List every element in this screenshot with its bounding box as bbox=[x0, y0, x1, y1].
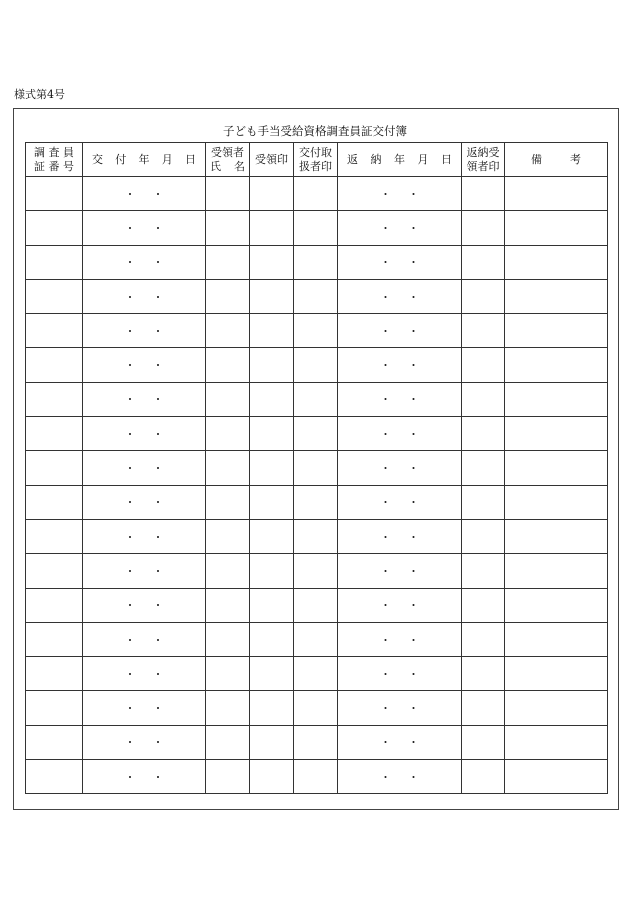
date-separator: ・ bbox=[124, 187, 136, 201]
header-recipient-name bbox=[206, 143, 250, 177]
date-separator: ・ bbox=[380, 393, 391, 407]
cell-investigator-id[interactable] bbox=[26, 417, 83, 451]
cell-issue-date[interactable] bbox=[83, 485, 206, 519]
cell-return-date[interactable] bbox=[338, 177, 462, 211]
cell-recipient-name[interactable] bbox=[206, 657, 250, 691]
table-row bbox=[26, 245, 608, 279]
cell-remarks[interactable] bbox=[505, 382, 608, 416]
cell-receipt-seal[interactable] bbox=[250, 760, 294, 794]
cell-remarks[interactable] bbox=[505, 760, 608, 794]
date-separator: ・ bbox=[408, 359, 419, 373]
cell-return-receiver-seal[interactable] bbox=[462, 725, 505, 759]
cell-return-date[interactable] bbox=[338, 554, 462, 588]
header-return-date bbox=[338, 143, 462, 177]
cell-investigator-id[interactable] bbox=[26, 348, 83, 382]
table-row bbox=[26, 725, 608, 759]
cell-remarks[interactable] bbox=[505, 348, 608, 382]
cell-issuer-seal[interactable] bbox=[294, 519, 338, 553]
cell-recipient-name[interactable] bbox=[206, 348, 250, 382]
cell-remarks[interactable] bbox=[505, 588, 608, 622]
cell-issuer-seal[interactable] bbox=[294, 554, 338, 588]
header-recipient-char: 名 bbox=[234, 159, 245, 173]
cell-remarks[interactable] bbox=[505, 485, 608, 519]
cell-issuer-seal[interactable] bbox=[294, 417, 338, 451]
cell-investigator-id[interactable] bbox=[26, 691, 83, 725]
date-separator: ・ bbox=[124, 221, 136, 235]
ledger-body bbox=[26, 177, 608, 794]
date-separator: ・ bbox=[380, 667, 391, 681]
date-separator: ・ bbox=[152, 564, 164, 578]
header-issue-char: 月 bbox=[161, 152, 173, 166]
date-separator: ・ bbox=[408, 736, 419, 750]
cell-investigator-id[interactable] bbox=[26, 451, 83, 485]
table-row bbox=[26, 279, 608, 313]
date-separator: ・ bbox=[124, 324, 136, 338]
cell-recipient-name[interactable] bbox=[206, 314, 250, 348]
cell-return-receiver-seal[interactable] bbox=[462, 417, 505, 451]
header-issuer-seal bbox=[294, 143, 338, 177]
cell-remarks[interactable] bbox=[505, 657, 608, 691]
cell-return-receiver-seal[interactable] bbox=[462, 314, 505, 348]
date-separator: ・ bbox=[152, 530, 164, 544]
table-row bbox=[26, 451, 608, 485]
cell-issue-date[interactable] bbox=[83, 245, 206, 279]
cell-receipt-seal[interactable] bbox=[250, 279, 294, 313]
date-separator: ・ bbox=[124, 496, 136, 510]
cell-receipt-seal[interactable] bbox=[250, 588, 294, 622]
cell-return-date[interactable] bbox=[338, 382, 462, 416]
cell-investigator-id[interactable] bbox=[26, 725, 83, 759]
header-remarks-char: 備 bbox=[531, 152, 542, 166]
cell-recipient-name[interactable] bbox=[206, 451, 250, 485]
date-separator: ・ bbox=[124, 290, 136, 304]
cell-issue-date[interactable] bbox=[83, 588, 206, 622]
date-separator: ・ bbox=[408, 530, 419, 544]
header-return-char: 日 bbox=[441, 152, 452, 166]
cell-investigator-id[interactable] bbox=[26, 554, 83, 588]
date-separator: ・ bbox=[152, 359, 164, 373]
cell-issue-date[interactable] bbox=[83, 348, 206, 382]
cell-receipt-seal[interactable] bbox=[250, 348, 294, 382]
cell-return-receiver-seal[interactable] bbox=[462, 485, 505, 519]
cell-issuer-seal[interactable] bbox=[294, 245, 338, 279]
date-separator: ・ bbox=[124, 530, 136, 544]
date-separator: ・ bbox=[408, 462, 419, 476]
table-row bbox=[26, 554, 608, 588]
cell-investigator-id[interactable] bbox=[26, 279, 83, 313]
header-issue-char: 年 bbox=[138, 152, 150, 166]
date-separator: ・ bbox=[124, 564, 136, 578]
date-separator: ・ bbox=[152, 427, 164, 441]
cell-recipient-name[interactable] bbox=[206, 485, 250, 519]
date-separator: ・ bbox=[380, 496, 391, 510]
date-separator: ・ bbox=[380, 256, 391, 270]
header-remarks-char: 考 bbox=[570, 152, 581, 166]
date-separator: ・ bbox=[408, 633, 419, 647]
date-separator: ・ bbox=[408, 496, 419, 510]
cell-return-receiver-seal[interactable] bbox=[462, 348, 505, 382]
cell-return-receiver-seal[interactable] bbox=[462, 691, 505, 725]
date-separator: ・ bbox=[124, 736, 136, 750]
cell-return-receiver-seal[interactable] bbox=[462, 279, 505, 313]
cell-issuer-seal[interactable] bbox=[294, 588, 338, 622]
header-return-char: 返 bbox=[347, 152, 358, 166]
cell-remarks[interactable] bbox=[505, 314, 608, 348]
cell-issuer-seal[interactable] bbox=[294, 348, 338, 382]
cell-receipt-seal[interactable] bbox=[250, 177, 294, 211]
date-separator: ・ bbox=[380, 530, 391, 544]
date-separator: ・ bbox=[380, 564, 391, 578]
cell-issue-date[interactable] bbox=[83, 451, 206, 485]
cell-return-receiver-seal[interactable] bbox=[462, 760, 505, 794]
date-separator: ・ bbox=[408, 770, 419, 784]
date-separator: ・ bbox=[152, 599, 164, 613]
cell-receipt-seal[interactable] bbox=[250, 519, 294, 553]
cell-recipient-name[interactable] bbox=[206, 691, 250, 725]
date-separator: ・ bbox=[124, 427, 136, 441]
date-separator: ・ bbox=[152, 633, 164, 647]
cell-return-date[interactable] bbox=[338, 451, 462, 485]
table-row bbox=[26, 382, 608, 416]
date-separator: ・ bbox=[124, 359, 136, 373]
table-row bbox=[26, 485, 608, 519]
cell-return-receiver-seal[interactable] bbox=[462, 211, 505, 245]
cell-recipient-name[interactable] bbox=[206, 417, 250, 451]
cell-receipt-seal[interactable] bbox=[250, 451, 294, 485]
cell-issuer-seal[interactable] bbox=[294, 382, 338, 416]
cell-issuer-seal[interactable] bbox=[294, 211, 338, 245]
header-issue-char: 日 bbox=[185, 152, 196, 166]
cell-receipt-seal[interactable] bbox=[250, 485, 294, 519]
cell-issuer-seal[interactable] bbox=[294, 451, 338, 485]
cell-recipient-name[interactable] bbox=[206, 279, 250, 313]
date-separator: ・ bbox=[152, 324, 164, 338]
header-return-receiver-seal bbox=[462, 143, 505, 177]
date-separator: ・ bbox=[380, 290, 391, 304]
date-separator: ・ bbox=[408, 324, 419, 338]
cell-return-date[interactable] bbox=[338, 279, 462, 313]
cell-investigator-id[interactable] bbox=[26, 314, 83, 348]
cell-return-date[interactable] bbox=[338, 622, 462, 656]
cell-investigator-id[interactable] bbox=[26, 485, 83, 519]
cell-recipient-name[interactable] bbox=[206, 725, 250, 759]
cell-return-date[interactable] bbox=[338, 417, 462, 451]
cell-issue-date[interactable] bbox=[83, 177, 206, 211]
cell-issue-date[interactable] bbox=[83, 382, 206, 416]
header-issue-date bbox=[83, 143, 206, 177]
header-return-char: 年 bbox=[394, 152, 405, 166]
document-title: 子ども手当受給資格調査員証交付簿 bbox=[223, 124, 407, 138]
header-issue-char: 付 bbox=[115, 152, 127, 166]
date-separator: ・ bbox=[152, 256, 164, 270]
cell-investigator-id[interactable] bbox=[26, 588, 83, 622]
date-separator: ・ bbox=[380, 187, 391, 201]
date-separator: ・ bbox=[152, 462, 164, 476]
cell-return-receiver-seal[interactable] bbox=[462, 245, 505, 279]
cell-return-receiver-seal[interactable] bbox=[462, 588, 505, 622]
cell-issue-date[interactable] bbox=[83, 760, 206, 794]
cell-issue-date[interactable] bbox=[83, 279, 206, 313]
date-separator: ・ bbox=[408, 667, 419, 681]
table-row bbox=[26, 417, 608, 451]
cell-recipient-name[interactable] bbox=[206, 554, 250, 588]
cell-return-receiver-seal[interactable] bbox=[462, 177, 505, 211]
cell-issuer-seal[interactable] bbox=[294, 725, 338, 759]
cell-receipt-seal[interactable] bbox=[250, 554, 294, 588]
issuance-ledger-table bbox=[25, 142, 608, 794]
date-separator: ・ bbox=[152, 187, 164, 201]
form-number-label: 様式第4号 bbox=[14, 88, 65, 101]
cell-return-date[interactable] bbox=[338, 588, 462, 622]
cell-return-date[interactable] bbox=[338, 760, 462, 794]
cell-receipt-seal[interactable] bbox=[250, 725, 294, 759]
table-row bbox=[26, 760, 608, 794]
cell-recipient-name[interactable] bbox=[206, 519, 250, 553]
cell-remarks[interactable] bbox=[505, 725, 608, 759]
header-id-line1: 調 査 員 bbox=[34, 145, 74, 159]
date-separator: ・ bbox=[380, 427, 391, 441]
cell-return-date[interactable] bbox=[338, 485, 462, 519]
cell-receipt-seal[interactable] bbox=[250, 245, 294, 279]
table-row bbox=[26, 691, 608, 725]
cell-remarks[interactable] bbox=[505, 519, 608, 553]
cell-remarks[interactable] bbox=[505, 622, 608, 656]
cell-remarks[interactable] bbox=[505, 279, 608, 313]
cell-return-receiver-seal[interactable] bbox=[462, 382, 505, 416]
cell-issue-date[interactable] bbox=[83, 691, 206, 725]
cell-investigator-id[interactable] bbox=[26, 382, 83, 416]
cell-return-receiver-seal[interactable] bbox=[462, 451, 505, 485]
cell-remarks[interactable] bbox=[505, 417, 608, 451]
date-separator: ・ bbox=[408, 564, 419, 578]
cell-return-date[interactable] bbox=[338, 691, 462, 725]
date-separator: ・ bbox=[124, 770, 136, 784]
cell-return-date[interactable] bbox=[338, 211, 462, 245]
cell-issue-date[interactable] bbox=[83, 622, 206, 656]
cell-issuer-seal[interactable] bbox=[294, 657, 338, 691]
date-separator: ・ bbox=[408, 427, 419, 441]
cell-remarks[interactable] bbox=[505, 245, 608, 279]
table-row bbox=[26, 177, 608, 211]
date-separator: ・ bbox=[124, 256, 136, 270]
table-row bbox=[26, 211, 608, 245]
table-row bbox=[26, 622, 608, 656]
cell-recipient-name[interactable] bbox=[206, 382, 250, 416]
date-separator: ・ bbox=[380, 324, 391, 338]
date-separator: ・ bbox=[408, 187, 419, 201]
date-separator: ・ bbox=[152, 667, 164, 681]
date-separator: ・ bbox=[124, 462, 136, 476]
date-separator: ・ bbox=[408, 290, 419, 304]
cell-issue-date[interactable] bbox=[83, 211, 206, 245]
date-separator: ・ bbox=[124, 702, 136, 716]
cell-receipt-seal[interactable] bbox=[250, 657, 294, 691]
cell-investigator-id[interactable] bbox=[26, 211, 83, 245]
cell-issue-date[interactable] bbox=[83, 657, 206, 691]
date-separator: ・ bbox=[408, 393, 419, 407]
table-row bbox=[26, 519, 608, 553]
cell-return-date[interactable] bbox=[338, 348, 462, 382]
cell-recipient-name[interactable] bbox=[206, 177, 250, 211]
cell-recipient-name[interactable] bbox=[206, 588, 250, 622]
cell-issue-date[interactable] bbox=[83, 519, 206, 553]
cell-remarks[interactable] bbox=[505, 211, 608, 245]
table-row bbox=[26, 348, 608, 382]
table-row bbox=[26, 657, 608, 691]
date-separator: ・ bbox=[380, 462, 391, 476]
header-return-recv-line2: 領者印 bbox=[466, 159, 500, 173]
cell-receipt-seal[interactable] bbox=[250, 417, 294, 451]
header-recipient-line1: 受領者 bbox=[211, 145, 244, 159]
header-issuer-line1: 交付取 bbox=[299, 145, 332, 159]
cell-investigator-id[interactable] bbox=[26, 519, 83, 553]
header-row bbox=[26, 143, 608, 177]
date-separator: ・ bbox=[152, 736, 164, 750]
cell-return-date[interactable] bbox=[338, 657, 462, 691]
cell-return-receiver-seal[interactable] bbox=[462, 657, 505, 691]
cell-issue-date[interactable] bbox=[83, 554, 206, 588]
cell-remarks[interactable] bbox=[505, 177, 608, 211]
header-return-recv-line1: 返納受 bbox=[466, 145, 500, 159]
date-separator: ・ bbox=[408, 221, 419, 235]
cell-receipt-seal[interactable] bbox=[250, 622, 294, 656]
header-return-char: 納 bbox=[370, 152, 382, 166]
cell-issuer-seal[interactable] bbox=[294, 760, 338, 794]
header-recipient-char: 氏 bbox=[210, 159, 221, 173]
date-separator: ・ bbox=[152, 290, 164, 304]
header-issuer-line2: 扱者印 bbox=[299, 159, 332, 173]
cell-return-receiver-seal[interactable] bbox=[462, 622, 505, 656]
date-separator: ・ bbox=[152, 496, 164, 510]
cell-issue-date[interactable] bbox=[83, 725, 206, 759]
cell-recipient-name[interactable] bbox=[206, 622, 250, 656]
table-row bbox=[26, 314, 608, 348]
cell-issuer-seal[interactable] bbox=[294, 622, 338, 656]
cell-investigator-id[interactable] bbox=[26, 657, 83, 691]
cell-issuer-seal[interactable] bbox=[294, 279, 338, 313]
date-separator: ・ bbox=[380, 702, 391, 716]
cell-receipt-seal[interactable] bbox=[250, 382, 294, 416]
header-issue-char: 交 bbox=[92, 152, 103, 166]
date-separator: ・ bbox=[152, 770, 164, 784]
date-separator: ・ bbox=[152, 702, 164, 716]
cell-remarks[interactable] bbox=[505, 691, 608, 725]
cell-investigator-id[interactable] bbox=[26, 760, 83, 794]
cell-issuer-seal[interactable] bbox=[294, 691, 338, 725]
date-separator: ・ bbox=[380, 770, 391, 784]
date-separator: ・ bbox=[408, 702, 419, 716]
cell-return-date[interactable] bbox=[338, 725, 462, 759]
cell-recipient-name[interactable] bbox=[206, 760, 250, 794]
date-separator: ・ bbox=[380, 221, 391, 235]
cell-return-date[interactable] bbox=[338, 314, 462, 348]
date-separator: ・ bbox=[408, 599, 419, 613]
cell-receipt-seal[interactable] bbox=[250, 211, 294, 245]
header-investigator-id bbox=[26, 143, 83, 177]
cell-recipient-name[interactable] bbox=[206, 245, 250, 279]
cell-investigator-id[interactable] bbox=[26, 245, 83, 279]
date-separator: ・ bbox=[152, 393, 164, 407]
cell-receipt-seal[interactable] bbox=[250, 691, 294, 725]
cell-issuer-seal[interactable] bbox=[294, 177, 338, 211]
cell-recipient-name[interactable] bbox=[206, 211, 250, 245]
date-separator: ・ bbox=[124, 667, 136, 681]
cell-return-receiver-seal[interactable] bbox=[462, 519, 505, 553]
cell-investigator-id[interactable] bbox=[26, 177, 83, 211]
cell-remarks[interactable] bbox=[505, 451, 608, 485]
cell-issue-date[interactable] bbox=[83, 417, 206, 451]
header-remarks bbox=[505, 143, 608, 177]
table-row bbox=[26, 588, 608, 622]
date-separator: ・ bbox=[380, 736, 391, 750]
header-receipt-seal: 受領印 bbox=[250, 143, 294, 177]
date-separator: ・ bbox=[408, 256, 419, 270]
date-separator: ・ bbox=[380, 633, 391, 647]
cell-return-receiver-seal[interactable] bbox=[462, 554, 505, 588]
date-separator: ・ bbox=[124, 393, 136, 407]
cell-investigator-id[interactable] bbox=[26, 622, 83, 656]
header-id-line2: 証 番 号 bbox=[34, 159, 74, 173]
cell-return-date[interactable] bbox=[338, 245, 462, 279]
date-separator: ・ bbox=[152, 221, 164, 235]
date-separator: ・ bbox=[380, 359, 391, 373]
cell-issuer-seal[interactable] bbox=[294, 485, 338, 519]
header-return-char: 月 bbox=[417, 152, 429, 166]
cell-remarks[interactable] bbox=[505, 554, 608, 588]
date-separator: ・ bbox=[380, 599, 391, 613]
cell-issue-date[interactable] bbox=[83, 314, 206, 348]
cell-receipt-seal[interactable] bbox=[250, 314, 294, 348]
cell-issuer-seal[interactable] bbox=[294, 314, 338, 348]
cell-return-date[interactable] bbox=[338, 519, 462, 553]
date-separator: ・ bbox=[124, 633, 136, 647]
date-separator: ・ bbox=[124, 599, 136, 613]
